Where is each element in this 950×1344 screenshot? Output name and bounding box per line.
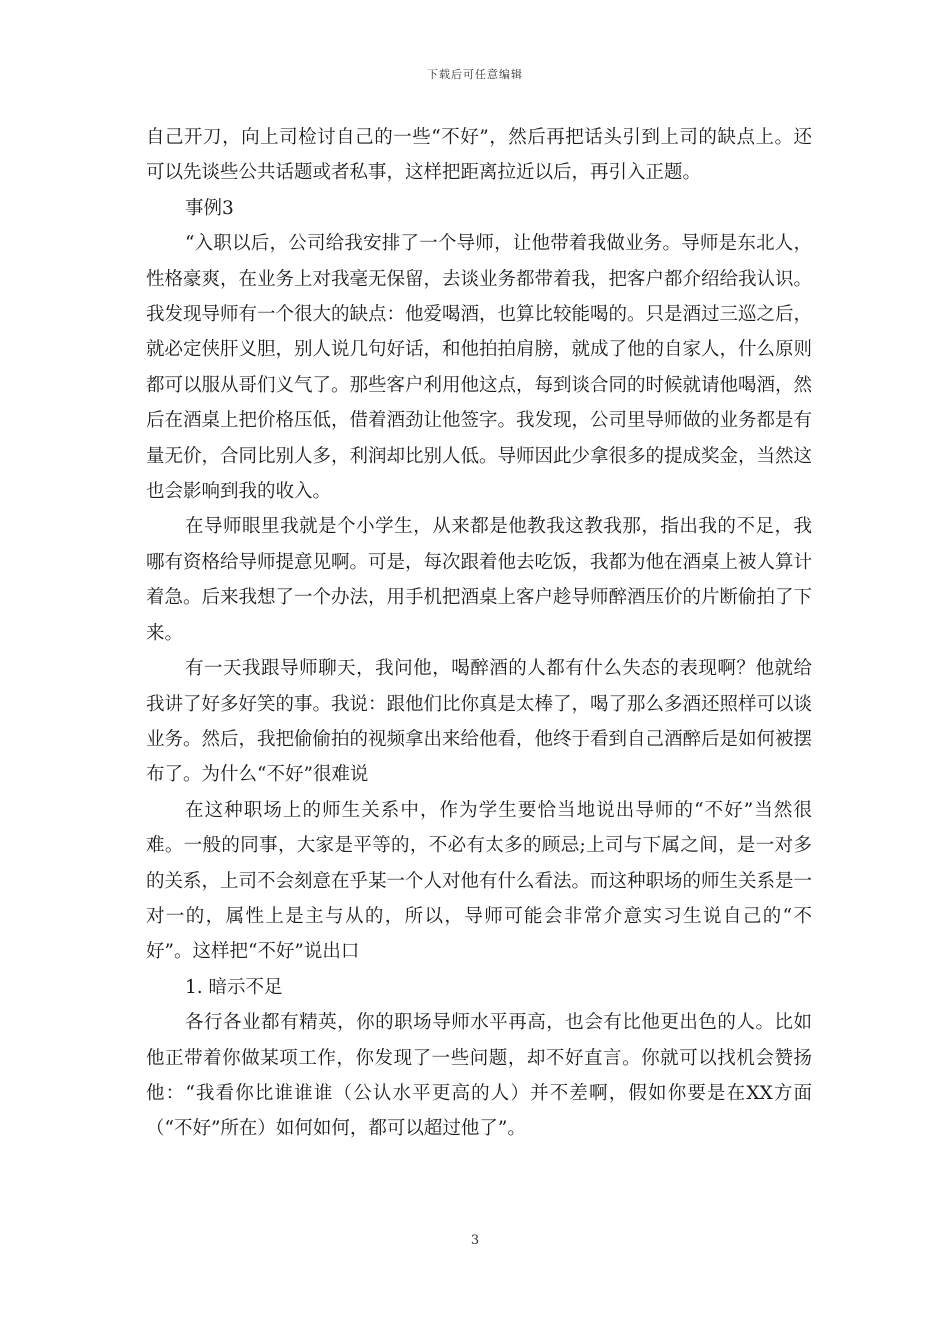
paragraph-4: 在导师眼里我就是个小学生，从来都是他教我这教我那，指出我的不足，我哪有资格给导师提意见啊。可是，每次跟着他去吃饭，我都为他在酒桌上被人算计着急。后来我想了一个办法，用手机把酒桌上客户趁导师醉酒压价的片断偷拍了下来。 bbox=[146, 516, 813, 644]
paragraph-8: 各行各业都有精英，你的职场导师水平再高，也会有比他更出色的人。比如他正带着你做某项工作，你发现了一些问题，却不好直言。你就可以找机会赞扬他：“我看你比谁谁谁（公认水平更高的人）并不差啊，假如你要是在XX方面（“不好”所在）如何如何，都可以超过他了”。 bbox=[146, 1012, 812, 1140]
paragraph-section-heading: 1. 暗示不足 bbox=[185, 976, 283, 998]
paragraph-6: 在这种职场上的师生关系中，作为学生要恰当地说出导师的“不好”当然很难。一般的同事，大家是平等的，不必有太多的顾忌;上司与下属之间，是一对多的关系，上司不会刻意在乎某一个人对他有什么看法。而这种职场的师生关系是一对一的，属性上是主与从的，所以，导师可能会非常介意实习生说自己的“不好”。这样把“不好”说出口 bbox=[146, 799, 813, 963]
paragraph-3: “入职以后，公司给我安排了一个导师，让他带着我做业务。导师是东北人，性格豪爽，在业务上对我毫无保留，去谈业务都带着我，把客户都介绍给我认识。我发现导师有一个很大的缺点：他爱喝酒，也算比较能喝的。只是酒过三巡之后，就必定侠肝义胆，别人说几句好话，和他拍拍肩膀，就成了他的自家人，什么原则都可以服从哥们义气了。那些客户利用他这点，每到谈合同的时候就请他喝酒，然后在酒桌上把价格压低，借着酒劲让他签字。我发现，公司里导师做的业务都是有量无价，合同比别人多，利润却比别人低。导师因此少拿很多的提成奖金，当然这也会影响到我的收入。 bbox=[146, 233, 813, 503]
paragraph-5: 有一天我跟导师聊天，我问他，喝醉酒的人都有什么失态的表现啊？他就给我讲了好多好笑的事。我说：跟他们比你真是太棒了，喝了那么多酒还照样可以谈业务。然后，我把偷偷拍的视频拿出来给他看，他终于看到自己酒醉后是如何被摆布了。为什么“不好”很难说 bbox=[146, 658, 813, 786]
page-header: 下载后可任意编辑 bbox=[427, 68, 523, 81]
paragraph-1: 自己开刀，向上司检讨自己的一些“不好”，然后再把话头引到上司的缺点上。还可以先谈些公共话题或者私事，这样把距离拉近以后，再引入正题。 bbox=[146, 127, 812, 184]
document-body bbox=[146, 120, 812, 1147]
paragraph-case-heading: 事例3 bbox=[185, 197, 234, 219]
page-number: 3 bbox=[470, 1233, 480, 1248]
